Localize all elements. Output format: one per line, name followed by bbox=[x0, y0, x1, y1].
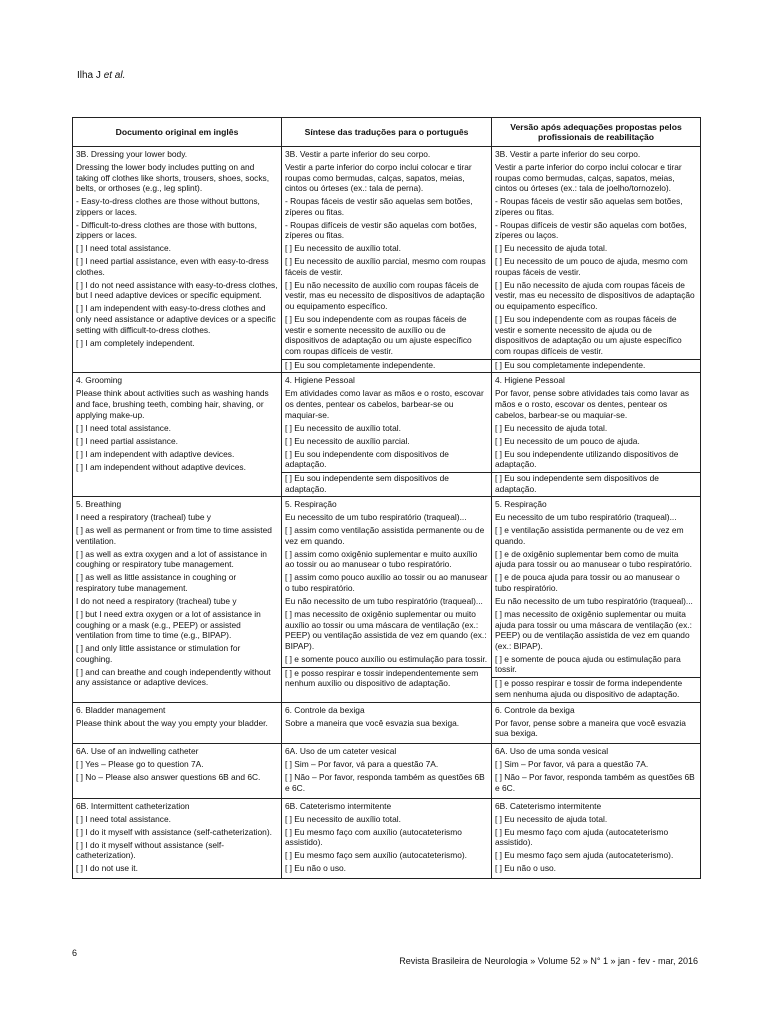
cell-line: - Roupas difíceis de vestir são aquelas com botões, zíperes ou fitas. bbox=[285, 219, 477, 241]
cell-line: [ ] Eu mesmo faço sem ajuda (autocateterismo). bbox=[495, 850, 674, 861]
cell-line: [ ] Eu sou independente sem dispositivos de adaptação. bbox=[282, 472, 491, 494]
cell-line: [ ] Eu não o uso. bbox=[285, 863, 346, 874]
journal-citation: Revista Brasileira de Neurologia » Volume 52 » N° 1 » jan - fev - mar, 2016 bbox=[399, 956, 698, 966]
cell-line: Eu necessito de um tubo respiratório (traqueal)... bbox=[495, 512, 677, 523]
table-cell-c2 bbox=[282, 798, 492, 879]
table-cell-c1 bbox=[73, 497, 282, 702]
cell-line: [ ] Eu sou completamente independente. bbox=[282, 359, 491, 371]
cell-line: [ ] No – Please also answer questions 6B and 6C. bbox=[76, 772, 261, 783]
cell-line: [ ] I need total assistance. bbox=[76, 422, 171, 433]
table-row bbox=[73, 497, 701, 702]
cell-line: Dressing the lower body includes putting on and taking off clothes like shorts, trousers, shoes, socks, belts, or orthoses (e.g., leg splint). bbox=[76, 161, 270, 194]
cell-heading: 4. Higiene Pessoal bbox=[285, 375, 355, 386]
cell-heading: 4. Grooming bbox=[76, 375, 123, 386]
cell-line: I need a respiratory (tracheal) tube y bbox=[76, 512, 211, 523]
cell-line: [ ] mas necessito de oxigênio suplementar ou muita ajuda para tossir ou uma máscara de ventilação (ex.: PEEP) ou de ventilação assistida de vez em quando (ex.: BIPAP). bbox=[495, 608, 692, 651]
header-synthesis: Síntese das traduções para o português bbox=[282, 118, 492, 147]
cell-line: [ ] but I need extra oxygen or a lot of assistance in coughing or a mask (e.g., PEEP) or assisted ventilation from time to time (e.g., BIPAP). bbox=[76, 608, 261, 641]
table-row bbox=[73, 702, 701, 744]
cell-line: [ ] I need partial assistance, even with easy-to-dress clothes. bbox=[76, 256, 269, 277]
cell-heading: 6. Controle da bexiga bbox=[285, 704, 365, 715]
cell-line: - Roupas fáceis de vestir são aquelas sem botões, zíperes ou fitas. bbox=[495, 196, 683, 217]
table-cell-c2 bbox=[282, 702, 492, 744]
cell-line: [ ] I need total assistance. bbox=[76, 813, 171, 824]
cell-line: [ ] Eu sou completamente independente. bbox=[492, 359, 700, 371]
table-cell-c2 bbox=[282, 373, 492, 497]
cell-line: - Easy-to-dress clothes are those without buttons, zippers or laces. bbox=[76, 196, 260, 217]
cell-line: [ ] as well as little assistance in coughing or respiratory tube management. bbox=[76, 572, 237, 594]
cell-heading: 5. Respiração bbox=[285, 499, 337, 510]
cell-line: [ ] Eu sou independente com as roupas fáceis de vestir e somente necessito de ajuda ou de dispositivos de adaptação ou um ajuste específico com roupas difíceis de vestir. bbox=[495, 314, 682, 356]
cell-line: [ ] I do not use it. bbox=[76, 863, 138, 874]
table-cell-c1 bbox=[73, 798, 282, 879]
cell-line: [ ] I do it myself with assistance (self-catheterization). bbox=[76, 826, 272, 837]
table-cell-c2 bbox=[282, 497, 492, 702]
cell-line: [ ] Eu mesmo faço com auxílio (autocateterismo assistido). bbox=[285, 826, 462, 848]
cell-line: [ ] e posso respirar e tossir de forma independente sem nenhuma ajuda ou dispositivo de adaptação. bbox=[492, 677, 700, 699]
cell-heading: 5. Respiração bbox=[495, 499, 547, 510]
cell-line: [ ] Eu necessito de auxílio parcial, mesmo com roupas fáceis de vestir. bbox=[285, 256, 486, 277]
cell-line: [ ] Eu sou independente com as roupas fáceis de vestir e somente necessito de auxílio ou de dispositivos de adaptação ou um ajuste específico com roupas difíceis de vestir. bbox=[285, 314, 472, 356]
cell-line: - Roupas fáceis de vestir são aquelas sem botões, zíperes ou fitas. bbox=[285, 196, 473, 217]
table-header-row bbox=[73, 118, 701, 147]
cell-line: [ ] e somente pouco auxílio ou estimulação para tossir. bbox=[285, 653, 488, 664]
cell-line: [ ] I am independent with easy-to-dress clothes and only need assistance or adaptive devices or a specific setting with difficult-to-dress clothes. bbox=[76, 303, 276, 335]
cell-heading: 4. Higiene Pessoal bbox=[495, 375, 565, 386]
cell-line: [ ] and only little assistance or stimulation for coughing. bbox=[76, 643, 241, 664]
translation-table bbox=[72, 117, 701, 879]
header-adapted: Versão após adequações propostas pelos profissionais de reabilitação bbox=[492, 118, 701, 147]
cell-line: Por favor, pense sobre atividades tais como lavar as mãos e o rosto, escovar os dentes, pentear os cabelos, barbear-se ou maquiar-se. bbox=[495, 388, 690, 420]
cell-line: [ ] Eu não necessito de auxílio com roupas fáceis de vestir, mas eu necessito de dispositivos de adaptação ou equipamento específico. bbox=[285, 279, 485, 312]
cell-heading: 6B. Cateterismo intermitente bbox=[285, 800, 392, 811]
cell-heading: 6. Controle da bexiga bbox=[495, 704, 575, 715]
cell-heading: 3B. Dressing your lower body. bbox=[76, 149, 188, 159]
cell-line: [ ] Não – Por favor, responda também as questões 6B e 6C. bbox=[285, 772, 485, 793]
table-cell-c1 bbox=[73, 702, 282, 744]
cell-line: Vestir a parte inferior do corpo inclui colocar e tirar roupas como bermudas, calças, sapatos, meias, cintos ou órteses (ex.: tala de perna). bbox=[285, 161, 472, 194]
cell-heading: 3B. Vestir a parte inferior do seu corpo. bbox=[285, 149, 431, 159]
cell-heading: 6A. Uso de uma sonda vesical bbox=[495, 746, 609, 757]
cell-line: Eu não necessito de um tubo respiratório (traqueal)... bbox=[495, 596, 693, 606]
cell-line: [ ] e somente de pouca ajuda ou estimulação para tossir. bbox=[495, 653, 681, 675]
cell-line: [ ] assim como ventilação assistida permanente ou de vez em quando. bbox=[285, 525, 485, 546]
cell-line: [ ] Eu mesmo faço sem auxílio (autocateterismo). bbox=[285, 850, 467, 861]
cell-line: [ ] Eu necessito de ajuda total. bbox=[495, 813, 608, 824]
cell-line: Eu necessito de um tubo respiratório (traqueal)... bbox=[285, 512, 467, 523]
table-cell-c3 bbox=[492, 497, 701, 702]
cell-heading: 6A. Uso de um cateter vesical bbox=[285, 746, 397, 757]
cell-heading: 5. Breathing bbox=[76, 499, 122, 510]
table-cell-c3 bbox=[492, 744, 701, 799]
cell-heading: 3B. Vestir a parte inferior do seu corpo. bbox=[495, 149, 641, 159]
cell-line: [ ] Eu necessito de ajuda total. bbox=[495, 422, 608, 433]
cell-line: [ ] mas necessito de oxigênio suplementar ou muito auxílio ao tossir ou uma máscara de ventilação (ex.: PEEP) ou ventilação assistida de vez em quando (ex.: BIPAP). bbox=[285, 608, 487, 651]
table-row bbox=[73, 147, 701, 373]
table-cell-c1 bbox=[73, 744, 282, 799]
cell-heading: 6A. Use of an indwelling catheter bbox=[76, 746, 199, 757]
table-row bbox=[73, 373, 701, 497]
cell-line: [ ] e ventilação assistida permanente ou de vez em quando. bbox=[495, 525, 684, 546]
author-name: Ilha J bbox=[77, 70, 104, 81]
cell-line: [ ] Eu necessito de auxílio total. bbox=[285, 422, 401, 433]
cell-line: [ ] Eu não necessito de ajuda com roupas fáceis de vestir, mas eu necessito de dispositivos de adaptação ou equipamento específico. bbox=[495, 279, 695, 312]
cell-line: [ ] as well as extra oxygen and a lot of assistance in coughing or respiratory tube management. bbox=[76, 548, 267, 570]
cell-line: [ ] and can breathe and cough independently without any assistance or adaptive devices. bbox=[76, 666, 271, 688]
cell-heading: 6B. Intermittent catheterization bbox=[76, 800, 190, 811]
author-etal: et al. bbox=[103, 70, 126, 81]
cell-line: - Difficult-to-dress clothes are those with buttons, zippers or laces. bbox=[76, 219, 257, 241]
cell-line: Vestir a parte inferior do corpo inclui colocar e tirar roupas como bermudas, calças, sapatos, meias, cintos ou órteses (ex.: tala de joelho/tornozelo). bbox=[495, 161, 682, 194]
cell-line: [ ] I do it myself without assistance (self-catheterization). bbox=[76, 839, 225, 861]
cell-line: [ ] I do not need assistance with easy-to-dress clothes, but I need adaptive devices or specific equipment. bbox=[76, 279, 278, 301]
cell-line: [ ] I am completely independent. bbox=[76, 337, 195, 348]
cell-line: [ ] Não – Por favor, responda também as questões 6B e 6C. bbox=[495, 772, 695, 793]
cell-line: Please think about the way you empty your bladder. bbox=[76, 717, 268, 728]
cell-line: I do not need a respiratory (tracheal) tube y bbox=[76, 596, 237, 606]
cell-line: [ ] Eu sou independente utilizando dispositivos de adaptação. bbox=[495, 448, 679, 470]
cell-line: [ ] I need total assistance. bbox=[76, 243, 171, 254]
table-cell-c2 bbox=[282, 744, 492, 799]
cell-line: Em atividades como lavar as mãos e o rosto, escovar os dentes, pentear os cabelos, barbear-se ou maquiar-se. bbox=[285, 388, 484, 420]
cell-heading: 6B. Cateterismo intermitente bbox=[495, 800, 602, 811]
cell-line: [ ] Eu necessito de auxílio total. bbox=[285, 813, 401, 824]
author-line bbox=[77, 70, 125, 81]
table-cell-c1 bbox=[73, 147, 282, 373]
cell-line: [ ] Eu necessito de um pouco de ajuda. bbox=[495, 435, 640, 446]
cell-line: [ ] assim como oxigênio suplementar e muito auxílio ao tossir ou ao manusear o tubo respiratório. bbox=[285, 548, 478, 570]
cell-line: Please think about activities such as washing hands and face, brushing teeth, combing hair, shaving, or applying make-up. bbox=[76, 388, 269, 420]
cell-line: [ ] Eu não o uso. bbox=[495, 863, 556, 874]
cell-line: [ ] Eu sou independente sem dispositivos de adaptação. bbox=[492, 472, 700, 494]
cell-line: [ ] Eu necessito de ajuda total. bbox=[495, 243, 608, 254]
table-cell-c1 bbox=[73, 373, 282, 497]
cell-line: [ ] e de pouca ajuda para tossir ou ao manusear o tubo respiratório. bbox=[495, 572, 680, 594]
table-cell-c3 bbox=[492, 373, 701, 497]
cell-line: [ ] as well as permanent or from time to time assisted ventilation. bbox=[76, 525, 272, 546]
table-row bbox=[73, 798, 701, 879]
table-cell-c3 bbox=[492, 147, 701, 373]
cell-line: [ ] assim como pouco auxílio ao tossir ou ao manusear o tubo respiratório. bbox=[285, 572, 488, 594]
cell-line: [ ] Eu necessito de auxílio parcial. bbox=[285, 435, 410, 446]
cell-line: [ ] Eu sou independente com dispositivos de adaptação. bbox=[285, 448, 449, 470]
page-number: 6 bbox=[72, 948, 78, 958]
cell-line: [ ] Sim – Por favor, vá para a questão 7A. bbox=[285, 759, 439, 770]
cell-line: [ ] I am independent without adaptive devices. bbox=[76, 461, 246, 472]
cell-line: [ ] e de oxigênio suplementar bem como de muita ajuda para tossir ou ao manusear o tubo respiratório. bbox=[495, 548, 692, 570]
table-cell-c3 bbox=[492, 798, 701, 879]
cell-line: [ ] Sim – Por favor, vá para a questão 7A. bbox=[495, 759, 649, 770]
table-cell-c2 bbox=[282, 147, 492, 373]
cell-line: [ ] I am independent with adaptive devices. bbox=[76, 448, 235, 459]
cell-line: [ ] Eu necessito de auxílio total. bbox=[285, 243, 401, 254]
table-cell-c3 bbox=[492, 702, 701, 744]
cell-line: Sobre a maneira que você esvazia sua bexiga. bbox=[285, 717, 460, 728]
cell-line: Por favor, pense sobre a maneira que você esvazia sua bexiga. bbox=[495, 717, 686, 739]
cell-line: - Roupas difíceis de vestir são aquelas com botões, zíperes ou laços. bbox=[495, 219, 687, 241]
cell-line: [ ] Eu mesmo faço com ajuda (autocateterismo assistido). bbox=[495, 826, 669, 848]
header-original: Documento original em inglês bbox=[73, 118, 282, 147]
cell-line: [ ] Eu necessito de um pouco de ajuda, mesmo com roupas fáceis de vestir. bbox=[495, 256, 688, 277]
cell-heading: 6. Bladder management bbox=[76, 704, 166, 715]
cell-line: [ ] e posso respirar e tossir independentemente sem nenhum auxílio ou dispositivo de adaptação. bbox=[282, 667, 491, 689]
table-row bbox=[73, 744, 701, 799]
cell-line: [ ] Yes – Please go to question 7A. bbox=[76, 759, 204, 770]
cell-line: [ ] I need partial assistance. bbox=[76, 435, 178, 446]
cell-line: Eu não necessito de um tubo respiratório (traqueal)... bbox=[285, 596, 483, 606]
